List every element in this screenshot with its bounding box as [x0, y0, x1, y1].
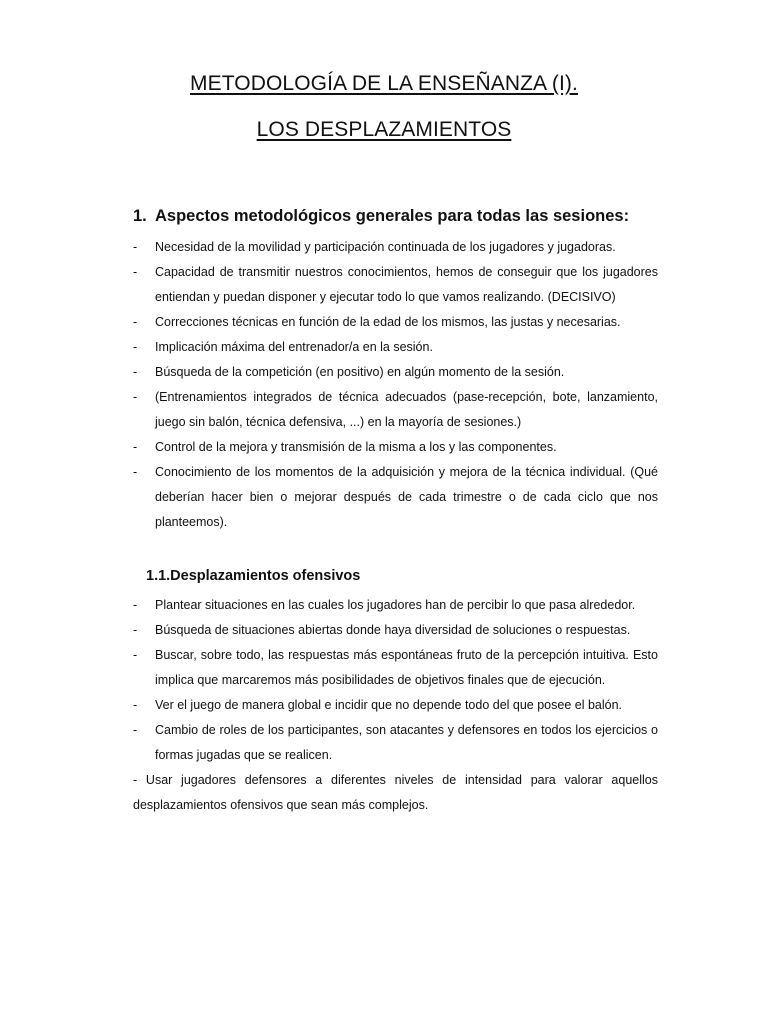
list-item-text: Buscar, sobre todo, las respuestas más espontáneas fruto de la percepción intuitiva. Esto implica que marcaremos más posibilidades de objetivos finales que de ejecución. — [155, 648, 658, 687]
section-1-heading-text: Aspectos metodológicos generales para todas las sesiones: — [155, 207, 630, 225]
list-item-text: Conocimiento de los momentos de la adquisición y mejora de la técnica individual. (Qué deberían hacer bien o mejorar después de cada trimestre o de cada ciclo que nos planteemos). — [155, 465, 658, 529]
bullet-dash: - — [133, 315, 138, 329]
closing-paragraph: - Usar jugadores defensores a diferentes niveles de intensidad para valorar aquellos desplazamientos ofensivos que sean más complejos. — [133, 773, 658, 812]
list-item — [133, 435, 658, 460]
list-item — [133, 335, 658, 360]
section-1-heading — [133, 207, 629, 226]
list-item-text: Implicación máxima del entrenador/a en la sesión. — [155, 340, 433, 354]
section-1-list — [133, 235, 658, 535]
bullet-dash: - — [133, 698, 138, 712]
list-item-text: Ver el juego de manera global e incidir que no depende todo del que posee el balón. — [155, 698, 623, 712]
document-subtitle: LOS DESPLAZAMIENTOS — [256, 118, 512, 141]
list-item — [133, 360, 658, 385]
bullet-dash: - — [133, 465, 138, 479]
section-1-1-list — [133, 593, 658, 768]
list-item — [133, 310, 658, 335]
bullet-dash: - — [133, 648, 138, 662]
list-item-text: Búsqueda de la competición (en positivo) en algún momento de la sesión. — [155, 365, 565, 379]
list-item-text: Control de la mejora y transmisión de la misma a los y las componentes. — [155, 440, 557, 454]
list-item-text: Necesidad de la movilidad y participación continuada de los jugadores y jugadoras. — [155, 240, 616, 254]
list-item — [133, 718, 658, 768]
list-item — [133, 385, 658, 435]
section-1-1-heading: 1.1.Desplazamientos ofensivos — [146, 568, 361, 584]
list-item — [133, 693, 658, 718]
bullet-dash: - — [133, 598, 138, 612]
list-item — [133, 593, 658, 618]
list-item — [133, 235, 658, 260]
list-item-text: Búsqueda de situaciones abiertas donde haya diversidad de soluciones o respuestas. — [155, 623, 631, 637]
list-item-text: (Entrenamientos integrados de técnica adecuados (pase-recepción, bote, lanzamiento, juego sin balón, técnica defensiva, ...) en la mayoría de sesiones.) — [155, 390, 658, 429]
list-item — [133, 618, 658, 643]
list-item — [133, 643, 658, 693]
bullet-dash: - — [133, 623, 138, 637]
list-item-text: Cambio de roles de los participantes, son atacantes y defensores en todos los ejercicios o formas jugadas que se realicen. — [155, 723, 658, 762]
bullet-dash: - — [133, 240, 138, 254]
bullet-dash: - — [133, 340, 138, 354]
bullet-dash: - — [133, 390, 138, 404]
bullet-dash: - — [133, 265, 138, 279]
bullet-dash: - — [133, 365, 138, 379]
bullet-dash: - — [133, 723, 138, 737]
document-title: METODOLOGÍA DE LA ENSEÑANZA (I). — [190, 72, 578, 95]
list-item — [133, 460, 658, 535]
list-item-text: Plantear situaciones en las cuales los jugadores han de percibir lo que pasa alrededor. — [155, 598, 636, 612]
bullet-dash: - — [133, 440, 138, 454]
section-1-number: 1. — [133, 207, 147, 225]
list-item — [133, 260, 658, 310]
list-item-text: Correcciones técnicas en función de la edad de los mismos, las justas y necesarias. — [155, 315, 621, 329]
list-item-text: Capacidad de transmitir nuestros conocimientos, hemos de conseguir que los jugadores entiendan y puedan disponer y ejecutar todo lo que vamos realizando. (DECISIVO) — [155, 265, 658, 304]
